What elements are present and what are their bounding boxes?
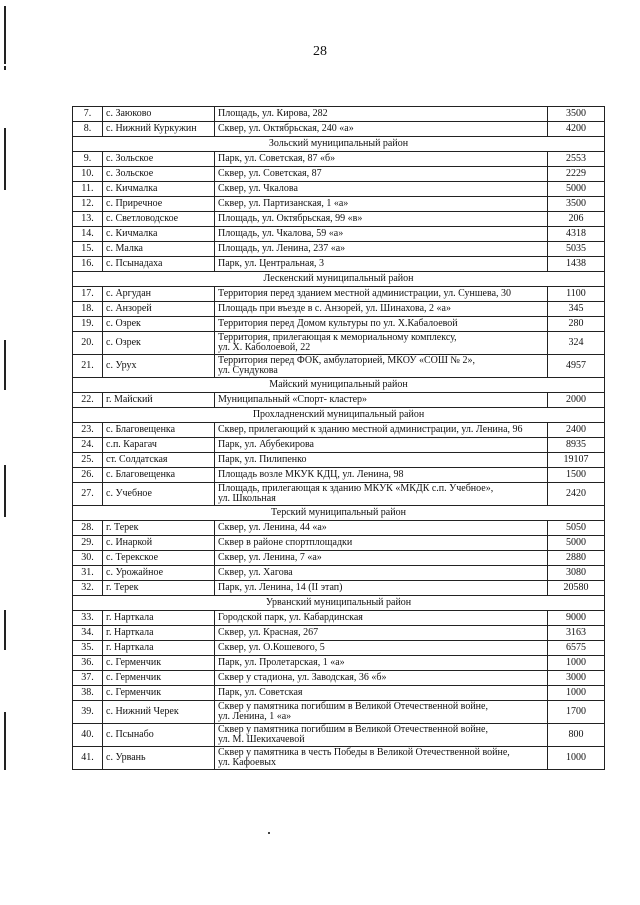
settlement-cell: с. Учебное bbox=[103, 483, 215, 506]
row-number: 31. bbox=[73, 566, 103, 581]
table-row bbox=[73, 641, 605, 656]
description-line: Парк, ул. Пролетарская, 1 «а» bbox=[218, 657, 345, 668]
row-number: 40. bbox=[73, 724, 103, 747]
description-cell bbox=[215, 686, 548, 701]
area-cell: 1438 bbox=[548, 257, 605, 272]
settlement-cell: с. Озрек bbox=[103, 332, 215, 355]
table-row bbox=[73, 551, 605, 566]
settlement-cell: с. Анзорей bbox=[103, 302, 215, 317]
district-title: Урванский муниципальный район bbox=[73, 596, 605, 611]
area-cell: 2420 bbox=[548, 483, 605, 506]
table-row bbox=[73, 453, 605, 468]
description-line: Площадь, ул. Чкалова, 59 «а» bbox=[218, 228, 344, 239]
table-row bbox=[73, 167, 605, 182]
table-row bbox=[73, 747, 605, 770]
row-number: 34. bbox=[73, 626, 103, 641]
settlement-cell: г. Нарткала bbox=[103, 641, 215, 656]
row-number: 13. bbox=[73, 212, 103, 227]
district-row bbox=[73, 596, 605, 611]
area-cell: 8935 bbox=[548, 438, 605, 453]
description-cell bbox=[215, 483, 548, 506]
settlement-cell: с. Герменчик bbox=[103, 656, 215, 671]
table-row bbox=[73, 393, 605, 408]
area-cell: 280 bbox=[548, 317, 605, 332]
row-number: 27. bbox=[73, 483, 103, 506]
table-row bbox=[73, 468, 605, 483]
row-number: 28. bbox=[73, 521, 103, 536]
description-line: Сквер, ул. О.Кошевого, 5 bbox=[218, 642, 325, 653]
area-cell: 5050 bbox=[548, 521, 605, 536]
description-line: Площадь, ул. Кирова, 282 bbox=[218, 108, 328, 119]
description-line: Парк, ул. Абубекирова bbox=[218, 439, 314, 450]
settlement-cell: г. Нарткала bbox=[103, 611, 215, 626]
area-cell: 4200 bbox=[548, 122, 605, 137]
row-number: 15. bbox=[73, 242, 103, 257]
settlement-cell: с. Урух bbox=[103, 355, 215, 378]
table-row bbox=[73, 212, 605, 227]
description-cell bbox=[215, 257, 548, 272]
description-cell bbox=[215, 453, 548, 468]
description-line: Площадь, прилегающая к зданию МКУК «МКДК с.п. Учебное», bbox=[218, 483, 494, 494]
table-row bbox=[73, 438, 605, 453]
description-cell bbox=[215, 242, 548, 257]
row-number: 22. bbox=[73, 393, 103, 408]
settlement-cell: с. Герменчик bbox=[103, 686, 215, 701]
margin-mark bbox=[4, 6, 6, 64]
row-number: 19. bbox=[73, 317, 103, 332]
district-title: Майский муниципальный район bbox=[73, 378, 605, 393]
description-cell bbox=[215, 302, 548, 317]
margin-mark bbox=[4, 610, 6, 650]
settlement-cell: с. Озрек bbox=[103, 317, 215, 332]
description-cell bbox=[215, 701, 548, 724]
description-line: Сквер в районе спортплощадки bbox=[218, 537, 353, 548]
description-cell bbox=[215, 212, 548, 227]
description-cell bbox=[215, 671, 548, 686]
area-cell: 2229 bbox=[548, 167, 605, 182]
description-line: Сквер, ул. Октябрьская, 240 «а» bbox=[218, 123, 354, 134]
area-cell: 1100 bbox=[548, 287, 605, 302]
settlement-cell: г. Нарткала bbox=[103, 626, 215, 641]
stray-mark bbox=[268, 832, 270, 834]
area-cell: 4957 bbox=[548, 355, 605, 378]
margin-mark bbox=[4, 66, 6, 70]
description-line: Площадь возле МКУК КДЦ, ул. Ленина, 98 bbox=[218, 469, 404, 480]
description-cell bbox=[215, 317, 548, 332]
table-row bbox=[73, 182, 605, 197]
table-row bbox=[73, 227, 605, 242]
table-row bbox=[73, 122, 605, 137]
settlement-cell: с. Инаркой bbox=[103, 536, 215, 551]
description-line: Территория перед Домом культуры по ул. Х.Кабалоевой bbox=[218, 318, 458, 329]
area-cell: 3000 bbox=[548, 671, 605, 686]
area-cell: 206 bbox=[548, 212, 605, 227]
settlement-cell: с. Малка bbox=[103, 242, 215, 257]
settlement-cell: с. Псынабо bbox=[103, 724, 215, 747]
area-cell: 3163 bbox=[548, 626, 605, 641]
area-cell: 3500 bbox=[548, 107, 605, 122]
row-number: 24. bbox=[73, 438, 103, 453]
area-cell: 2880 bbox=[548, 551, 605, 566]
area-cell: 2400 bbox=[548, 423, 605, 438]
area-cell: 5035 bbox=[548, 242, 605, 257]
row-number: 25. bbox=[73, 453, 103, 468]
description-line: ул. Кафоевых bbox=[218, 757, 277, 768]
district-row bbox=[73, 378, 605, 393]
description-line: Городской парк, ул. Кабардинская bbox=[218, 612, 363, 623]
description-cell bbox=[215, 521, 548, 536]
settlement-cell: с. Герменчик bbox=[103, 671, 215, 686]
table-row bbox=[73, 536, 605, 551]
row-number: 14. bbox=[73, 227, 103, 242]
area-cell: 6575 bbox=[548, 641, 605, 656]
table-row bbox=[73, 287, 605, 302]
description-cell bbox=[215, 468, 548, 483]
table-row bbox=[73, 317, 605, 332]
table-row bbox=[73, 656, 605, 671]
settlement-cell: с. Псынадаха bbox=[103, 257, 215, 272]
row-number: 33. bbox=[73, 611, 103, 626]
settlement-cell: с. Зольское bbox=[103, 167, 215, 182]
settlement-cell: с. Приречное bbox=[103, 197, 215, 212]
settlement-cell: с. Нижний Черек bbox=[103, 701, 215, 724]
district-row bbox=[73, 137, 605, 152]
district-row bbox=[73, 506, 605, 521]
description-cell bbox=[215, 227, 548, 242]
district-row bbox=[73, 272, 605, 287]
description-line: ул. Ленина, 1 «а» bbox=[218, 711, 292, 722]
table-row bbox=[73, 611, 605, 626]
description-cell bbox=[215, 611, 548, 626]
description-cell bbox=[215, 581, 548, 596]
description-cell bbox=[215, 167, 548, 182]
table-row bbox=[73, 581, 605, 596]
margin-mark bbox=[4, 128, 6, 190]
description-cell bbox=[215, 332, 548, 355]
table-row bbox=[73, 302, 605, 317]
area-cell: 2553 bbox=[548, 152, 605, 167]
table-row bbox=[73, 724, 605, 747]
area-cell: 1000 bbox=[548, 747, 605, 770]
district-title: Лескенский муниципальный район bbox=[73, 272, 605, 287]
settlement-cell: с. Зольское bbox=[103, 152, 215, 167]
district-title: Прохладненский муниципальный район bbox=[73, 408, 605, 423]
description-cell bbox=[215, 536, 548, 551]
settlement-cell: г. Майский bbox=[103, 393, 215, 408]
description-line: Сквер у памятника погибшим в Великой Отечественной войне, bbox=[218, 724, 488, 735]
margin-mark bbox=[4, 465, 6, 517]
table-row bbox=[73, 332, 605, 355]
description-line: Площадь, ул. Октябрьская, 99 «в» bbox=[218, 213, 363, 224]
description-line: Парк, ул. Центральная, 3 bbox=[218, 258, 325, 269]
row-number: 17. bbox=[73, 287, 103, 302]
description-line: Сквер, ул. Ленина, 7 «а» bbox=[218, 552, 322, 563]
settlement-cell: с. Терекское bbox=[103, 551, 215, 566]
description-cell bbox=[215, 438, 548, 453]
district-title: Терский муниципальный район bbox=[73, 506, 605, 521]
table-row bbox=[73, 626, 605, 641]
description-line: Территория, прилегающая к мемориальному комплексу, bbox=[218, 332, 457, 343]
row-number: 41. bbox=[73, 747, 103, 770]
description-cell bbox=[215, 355, 548, 378]
row-number: 37. bbox=[73, 671, 103, 686]
description-line: Сквер, ул. Чкалова bbox=[218, 183, 298, 194]
description-line: ул. Х. Каболоевой, 22 bbox=[218, 342, 311, 353]
description-line: Сквер, ул. Советская, 87 bbox=[218, 168, 322, 179]
table-row bbox=[73, 686, 605, 701]
description-line: ул. М. Шекихачевой bbox=[218, 734, 305, 745]
row-number: 38. bbox=[73, 686, 103, 701]
row-number: 9. bbox=[73, 152, 103, 167]
area-cell: 4318 bbox=[548, 227, 605, 242]
description-line: Парк, ул. Пилипенко bbox=[218, 454, 307, 465]
area-cell: 345 bbox=[548, 302, 605, 317]
description-cell bbox=[215, 641, 548, 656]
row-number: 26. bbox=[73, 468, 103, 483]
row-number: 21. bbox=[73, 355, 103, 378]
row-number: 39. bbox=[73, 701, 103, 724]
area-cell: 19107 bbox=[548, 453, 605, 468]
description-cell bbox=[215, 107, 548, 122]
margin-mark bbox=[4, 712, 6, 770]
row-number: 36. bbox=[73, 656, 103, 671]
table-row bbox=[73, 197, 605, 212]
description-line: ул. Сундукова bbox=[218, 365, 278, 376]
row-number: 30. bbox=[73, 551, 103, 566]
description-line: Территория перед зданием местной администрации, ул. Суншева, 30 bbox=[218, 288, 512, 299]
description-line: ул. Школьная bbox=[218, 493, 276, 504]
table-row bbox=[73, 521, 605, 536]
district-title: Зольский муниципальный район bbox=[73, 137, 605, 152]
area-cell: 3080 bbox=[548, 566, 605, 581]
area-cell: 1000 bbox=[548, 656, 605, 671]
area-cell: 800 bbox=[548, 724, 605, 747]
row-number: 32. bbox=[73, 581, 103, 596]
settlement-cell: г. Терек bbox=[103, 581, 215, 596]
area-cell: 1700 bbox=[548, 701, 605, 724]
table-row bbox=[73, 355, 605, 378]
settlement-cell: с.п. Карагач bbox=[103, 438, 215, 453]
description-cell bbox=[215, 197, 548, 212]
row-number: 8. bbox=[73, 122, 103, 137]
row-number: 7. bbox=[73, 107, 103, 122]
table-row bbox=[73, 242, 605, 257]
description-cell bbox=[215, 423, 548, 438]
description-line: Территория перед ФОК, амбулаторией, МКОУ «СОШ № 2», bbox=[218, 355, 475, 366]
description-line: Сквер, ул. Ленина, 44 «а» bbox=[218, 522, 327, 533]
description-cell bbox=[215, 152, 548, 167]
area-cell: 2000 bbox=[548, 393, 605, 408]
table-row bbox=[73, 257, 605, 272]
description-cell bbox=[215, 747, 548, 770]
settlement-cell: с. Урвань bbox=[103, 747, 215, 770]
settlement-cell: с. Нижний Куркужин bbox=[103, 122, 215, 137]
description-cell bbox=[215, 287, 548, 302]
table-row bbox=[73, 701, 605, 724]
description-line: Сквер, ул. Хагова bbox=[218, 567, 293, 578]
description-cell bbox=[215, 182, 548, 197]
row-number: 23. bbox=[73, 423, 103, 438]
description-line: Площадь, ул. Ленина, 237 «а» bbox=[218, 243, 346, 254]
description-line: Площадь при въезде в с. Анзорей, ул. Шинахова, 2 «а» bbox=[218, 303, 451, 314]
settlement-cell: с. Благовещенка bbox=[103, 468, 215, 483]
description-line: Сквер, прилегающий к зданию местной администрации, ул. Ленина, 96 bbox=[218, 424, 523, 435]
area-cell: 5000 bbox=[548, 536, 605, 551]
description-line: Парк, ул. Советская bbox=[218, 687, 303, 698]
description-line: Сквер у стадиона, ул. Заводская, 36 «б» bbox=[218, 672, 387, 683]
row-number: 18. bbox=[73, 302, 103, 317]
settlement-cell: с. Урожайное bbox=[103, 566, 215, 581]
row-number: 16. bbox=[73, 257, 103, 272]
settlement-cell: с. Кичмалка bbox=[103, 182, 215, 197]
page-number: 28 bbox=[313, 44, 327, 59]
description-line: Сквер, ул. Партизанская, 1 «а» bbox=[218, 198, 349, 209]
area-cell: 1500 bbox=[548, 468, 605, 483]
table-row bbox=[73, 483, 605, 506]
settlement-cell: с. Благовещенка bbox=[103, 423, 215, 438]
row-number: 10. bbox=[73, 167, 103, 182]
description-line: Муниципальный «Спорт- кластер» bbox=[218, 394, 368, 405]
table-row bbox=[73, 423, 605, 438]
area-cell: 1000 bbox=[548, 686, 605, 701]
area-cell: 3500 bbox=[548, 197, 605, 212]
description-cell bbox=[215, 122, 548, 137]
row-number: 11. bbox=[73, 182, 103, 197]
description-line: Парк, ул. Ленина, 14 (II этап) bbox=[218, 582, 343, 593]
description-cell bbox=[215, 656, 548, 671]
settlement-cell: с. Заюково bbox=[103, 107, 215, 122]
row-number: 29. bbox=[73, 536, 103, 551]
description-line: Сквер у памятника погибшим в Великой Отечественной войне, bbox=[218, 701, 488, 712]
row-number: 12. bbox=[73, 197, 103, 212]
area-cell: 324 bbox=[548, 332, 605, 355]
description-cell bbox=[215, 551, 548, 566]
description-line: Сквер у памятника в честь Победы в Великой Отечественной войне, bbox=[218, 747, 510, 758]
margin-mark bbox=[4, 340, 6, 390]
registry-table bbox=[72, 106, 605, 770]
description-cell bbox=[215, 626, 548, 641]
settlement-cell: с. Кичмалка bbox=[103, 227, 215, 242]
district-row bbox=[73, 408, 605, 423]
table-row bbox=[73, 671, 605, 686]
table-row bbox=[73, 107, 605, 122]
table-row bbox=[73, 152, 605, 167]
area-cell: 9000 bbox=[548, 611, 605, 626]
row-number: 20. bbox=[73, 332, 103, 355]
description-line: Сквер, ул. Красная, 267 bbox=[218, 627, 319, 638]
settlement-cell: с. Аргудан bbox=[103, 287, 215, 302]
row-number: 35. bbox=[73, 641, 103, 656]
settlement-cell: г. Терек bbox=[103, 521, 215, 536]
description-cell bbox=[215, 724, 548, 747]
description-cell bbox=[215, 566, 548, 581]
table-row bbox=[73, 566, 605, 581]
settlement-cell: ст. Солдатская bbox=[103, 453, 215, 468]
description-line: Парк, ул. Советская, 87 «б» bbox=[218, 153, 336, 164]
area-cell: 20580 bbox=[548, 581, 605, 596]
settlement-cell: с. Светловодское bbox=[103, 212, 215, 227]
area-cell: 5000 bbox=[548, 182, 605, 197]
description-cell bbox=[215, 393, 548, 408]
